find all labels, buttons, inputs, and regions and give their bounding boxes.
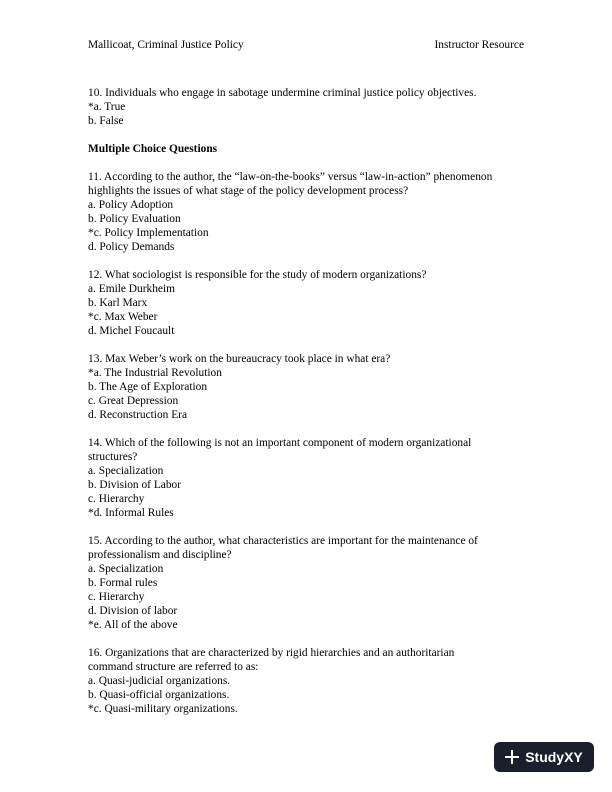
- question-text: 15. According to the author, what characteristics are important for the maintenance of: [88, 535, 478, 547]
- question-block: [88, 534, 528, 632]
- answer-option: b. Division of Labor: [88, 479, 182, 491]
- answer-option: d. Reconstruction Era: [88, 409, 188, 421]
- header-right-text: Instructor Resource: [434, 39, 524, 51]
- studyxy-logo: [494, 742, 594, 772]
- question-text: professionalism and discipline?: [88, 549, 232, 561]
- answer-option: d. Michel Foucault: [88, 325, 175, 337]
- answer-option: b. Policy Evaluation: [88, 213, 181, 225]
- answer-option: d. Division of labor: [88, 605, 178, 617]
- answer-option: a. Specialization: [88, 563, 164, 575]
- answer-option: c. Great Depression: [88, 395, 179, 407]
- answer-option: d. Policy Demands: [88, 241, 175, 253]
- answer-option: *a. True: [88, 101, 126, 113]
- question-text: 13. Max Weber’s work on the bureaucracy took place in what era?: [88, 353, 391, 365]
- answer-option: a. Specialization: [88, 465, 164, 477]
- answer-option: b. Karl Marx: [88, 297, 148, 309]
- answer-option: b. Quasi-official organizations.: [88, 689, 230, 701]
- true-false-question: [88, 86, 528, 128]
- answer-option: *a. The Industrial Revolution: [88, 367, 222, 379]
- answer-option: b. Formal rules: [88, 577, 158, 589]
- question-text: command structure are referred to as:: [88, 661, 259, 673]
- question-text: 10. Individuals who engage in sabotage undermine criminal justice policy objectives.: [88, 87, 477, 99]
- question-block: [88, 170, 528, 254]
- question-text: 14. Which of the following is not an important component of modern organizational: [88, 437, 472, 449]
- question-text: structures?: [88, 451, 138, 463]
- question-block: [88, 268, 528, 338]
- header-left-text: Mallicoat, Criminal Justice Policy: [88, 39, 244, 51]
- answer-option: c. Hierarchy: [88, 493, 145, 505]
- answer-option: *e. All of the above: [88, 619, 178, 631]
- plus-icon: [505, 750, 519, 764]
- document-body: [88, 86, 528, 730]
- answer-option: *c. Max Weber: [88, 311, 158, 323]
- multiple-choice-list: [88, 170, 528, 716]
- answer-option: a. Emile Durkheim: [88, 283, 175, 295]
- question-text: 16. Organizations that are characterized by rigid hierarchies and an authoritarian: [88, 647, 455, 659]
- question-text: highlights the issues of what stage of the policy development process?: [88, 185, 409, 197]
- answer-option: b. The Age of Exploration: [88, 381, 208, 393]
- answer-option: *c. Quasi-military organizations.: [88, 703, 238, 715]
- page-header: [88, 38, 524, 52]
- answer-option: b. False: [88, 115, 124, 127]
- answer-option: *d. Informal Rules: [88, 507, 174, 519]
- question-text: 11. According to the author, the “law-on-the-books” versus “law-in-action” phenomenon: [88, 171, 493, 183]
- question-block: [88, 436, 528, 520]
- answer-option: a. Policy Adoption: [88, 199, 174, 211]
- question-text: 12. What sociologist is responsible for the study of modern organizations?: [88, 269, 427, 281]
- answer-option: *c. Policy Implementation: [88, 227, 209, 239]
- studyxy-logo-text: StudyXY: [525, 749, 583, 765]
- answer-option: a. Quasi-judicial organizations.: [88, 675, 231, 687]
- question-block: [88, 352, 528, 422]
- answer-option: c. Hierarchy: [88, 591, 145, 603]
- section-heading: Multiple Choice Questions: [88, 143, 218, 155]
- question-block: [88, 646, 528, 716]
